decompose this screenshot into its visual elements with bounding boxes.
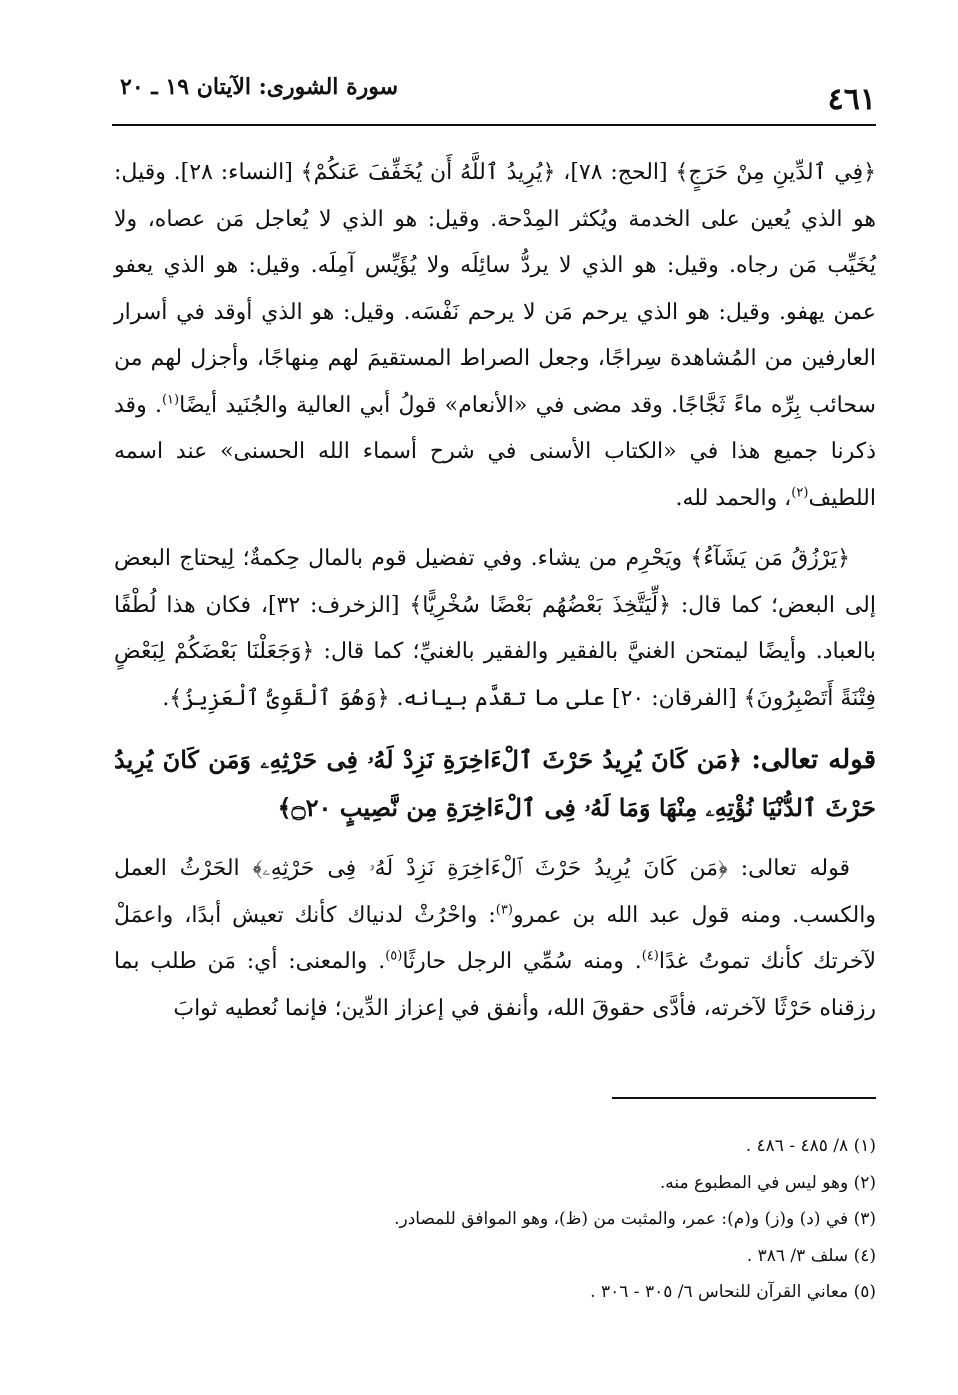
paragraph-1-text: ﴿فِي ٱلدِّينِ مِنْ حَرَجٍ﴾ [الحج: ٧٨]، ﴿يُرِيدُ ٱللَّهُ أَن يُخَفِّفَ عَنكُمْ﴾ [النساء: ٢٨]. وقيل: هو الذي يُعين على الخدمة ويُكثر المِدْحة. وقيل: هو الذي لا يُعاجل مَن عصاه، ولا يُخَيِّب مَن رجاه. وقيل: هو الذي لا يردُّ سائِلَه ولا يُؤَيِّس آمِلَه. وقيل: هو الذي يعفو عمن يهفو. وقيل: هو الذي يرحم مَن لا يرحم نَفْسَه. وقيل: هو الذي أوقد في أسرار العارفين من المُشاهدة سِراجًا، وجعل الصراط المستقيمَ لهم مِنهاجًا، وأجزل لهم من سحائب بِرِّه ماءً ثَجَّاجًا. وقد مضى في «الأنعام» قولُ أبي العالية والجُنَيد أيضًا — [114, 160, 877, 418]
commentary-text-4: . والمعنى: أي: مَن طلب بما رزقناه حَرْثًا لآخرته، فأدَّى حقوقَ الله، وأنفق في إعزاز الدِّين؛ فإنما نُعطيه ثوابَ — [114, 949, 876, 1021]
footnote-ref-5: (٥) — [385, 948, 403, 964]
footnotes — [114, 1128, 876, 1311]
page-header — [112, 68, 876, 126]
footnote-5: (٥) معاني القرآن للنحاس ٦/ ٣٠٥ - ٣٠٦ . — [590, 1282, 876, 1302]
paragraph-1-text-2: . وقد ذكرنا جميع هذا في «الكتاب الأسنى في شرح أسماء الله الحسنى» عند اسمه اللطيف — [114, 392, 876, 511]
commentary-text-2: : واحْرُثْ لدنياك كأنك تعيش أبدًا، واعمَلْ لآخرتك كأنك تموتُ غدًا — [114, 902, 877, 974]
paragraph-1-text-3: ، والحمد لله. — [675, 485, 792, 511]
footnote-separator — [612, 1097, 876, 1099]
paragraph-2: ﴿يَرْزُقُ مَن يَشَآءُ﴾ ويَحْرِم من يشاء. وفي تفضيل قوم بالمال حِكمةٌ؛ لِيحتاج البعض إلى البعض؛ كما قال: ﴿لِّيَتَّخِذَ بَعْضُهُم بَعْضًا سُخْرِيًّا﴾ [الزخرف: ٣٢]، فكان هذا لُطْفًا بالعباد. وأيضًا ليمتحن الغنيَّ بالفقير والفقير بالغنيِّ؛ كما قال: ﴿وَجَعَلْنَا بَعْضَكُمْ لِبَعْضٍ فِتْنَةً أَتَصْبِرُونَ﴾ [الفرقان: ٢٠] على ما تقدَّم بيانه. ﴿وَهُوَ ٱلْقَوِىُّ ٱلْعَزِيزُ﴾. — [114, 546, 876, 711]
commentary-text: قوله تعالى: ﴿مَن كَانَ يُرِيدُ حَرْثَ ٱلْءَاخِرَةِ نَزِدْ لَهُۥ فِى حَرْثِهِۦ﴾ الحَرْثُ العمل والكسب. ومنه قول عبد الله بن عمرو — [114, 856, 876, 928]
verse-heading-lead: قوله تعالى: — [751, 745, 876, 775]
main-text — [114, 150, 876, 1032]
footnote-ref-1: (١) — [161, 392, 180, 408]
running-title: سورة الشورى: الآيتان ١٩ ـ ٢٠ — [120, 74, 399, 100]
footnote-ref-2: (٢) — [791, 485, 809, 501]
page-number: ٤٦١ — [827, 82, 876, 117]
footnote-ref-3: (٣) — [495, 902, 513, 918]
verse-heading — [114, 736, 876, 832]
footnote-3: (٣) في (د) و(ز) و(م): عمر، والمثبت من (ظ)، وهو الموافق للمصادر. — [394, 1209, 876, 1229]
commentary-text-3: . ومنه سُمِّي الرجل حارثًا — [402, 949, 642, 974]
footnote-4: (٤) سلف ٣/ ٣٨٦ . — [746, 1245, 876, 1266]
footnote-ref-4: (٤) — [641, 948, 659, 964]
verse-heading-verse: ﴿مَن كَانَ يُرِيدُ حَرْثَ ٱلْءَاخِرَةِ نَزِدْ لَهُۥ فِى حَرْثِهِۦ وَمَن كَانَ يُرِيدُ حَرْثَ ٱلدُّنْيَا نُؤْتِهِۦ مِنْهَا وَمَا لَهُۥ فِى ٱلْءَاخِرَةِ مِن نَّصِيبٍ ۝٢٠﴾ — [114, 745, 876, 822]
footnote-2: (٢) وهو ليس في المطبوع منه. — [659, 1172, 876, 1193]
commentary-paragraph — [114, 846, 876, 1032]
footnote-1: (١) ٨/ ٤٨٥ - ٤٨٦ . — [745, 1136, 876, 1156]
paragraph-1 — [114, 150, 876, 522]
